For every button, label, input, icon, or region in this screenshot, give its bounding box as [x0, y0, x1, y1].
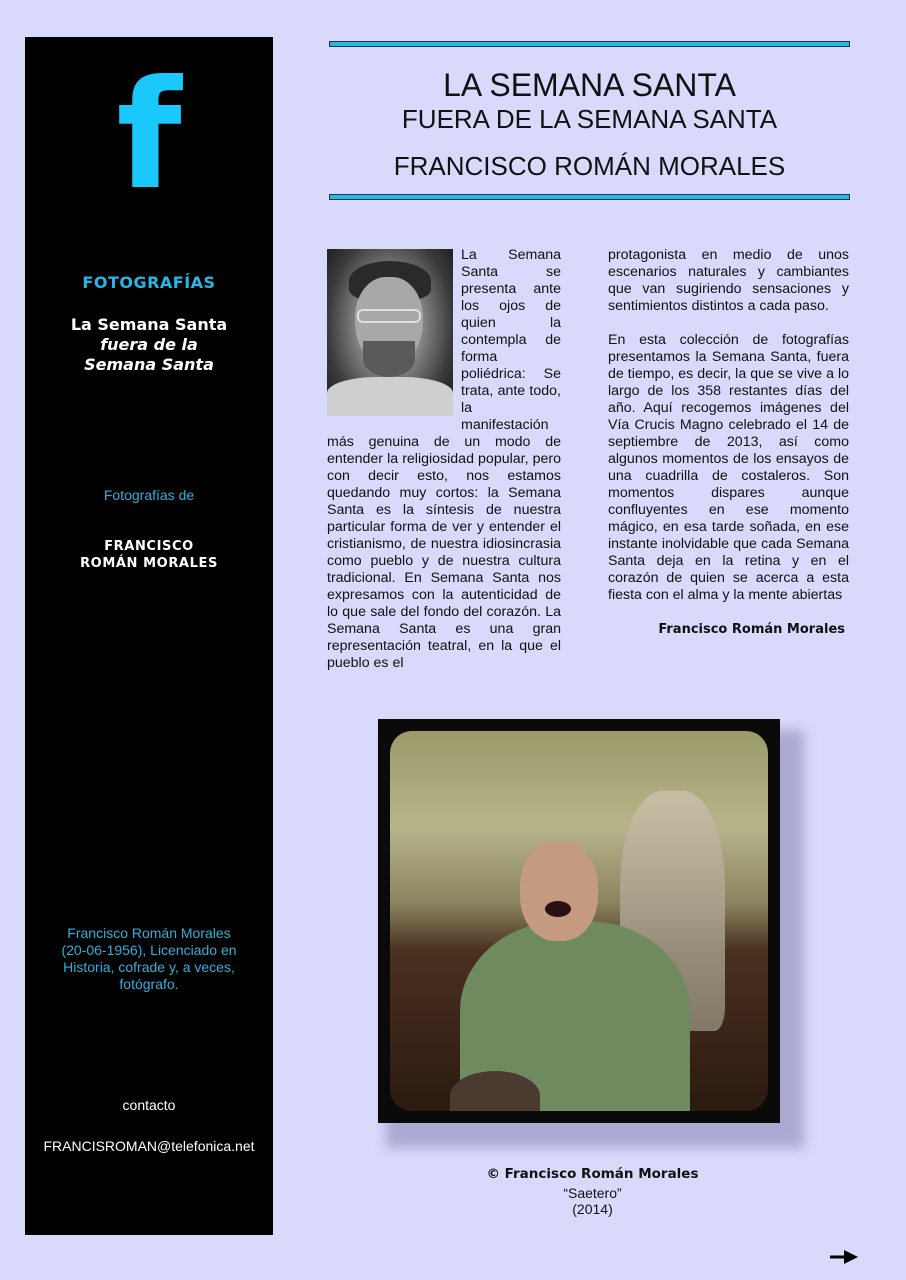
author-portrait-image [327, 249, 453, 416]
sidebar-email-link[interactable]: FRANCISROMAN@telefonica.net [43, 1138, 255, 1154]
sidebar-author-line2: ROMÁN MORALES [80, 556, 218, 571]
header-top-rule [329, 41, 850, 47]
sidebar-contact-label: contacto [122, 1097, 176, 1113]
sidebar [25, 37, 273, 1235]
sidebar-title-line1: La Semana Santa [70, 315, 228, 334]
sidebar-author-line1: FRANCISCO [104, 539, 194, 554]
page-subtitle: FUERA DE LA SEMANA SANTA [401, 104, 778, 134]
article-right-column [608, 247, 849, 638]
sidebar-photos-by: Fotografías de [103, 487, 195, 503]
page-author: FRANCISCO ROMÁN MORALES [393, 151, 786, 181]
sidebar-collection-title [25, 315, 273, 375]
sidebar-author [25, 538, 273, 572]
photo-title: “Saetero” [563, 1185, 622, 1201]
header-bottom-rule [329, 194, 850, 200]
sidebar-title-line2: fuera de la [100, 335, 198, 354]
article-paragraph-1: protagonista en medio de unos escenarios naturales y cambiantes que van sugiriendo sensaciones y sentimientos distintos a cada paso. [608, 247, 849, 314]
photo-content [390, 731, 768, 1111]
article-paragraph-2: En esta colección de fotografías presentamos la Semana Santa, fuera de tiempo, es decir, la que se vive a lo largo de los 358 restantes días del año. Aquí recogemos imágenes del Vía Crucis Magno celebrado el 14 de septiembre de 2013, así como algunos momentos de los ensayos de una cuadrilla de costaleros. Son momentos dispares aunque confluyentes en ese momento mágico, en esa tarde soñada, en ese instante inolvidable que cada Semana Santa deja en la retina y en el corazón de quien se acerca a esta fiesta con el alma y la mente abiertas [608, 332, 849, 603]
sidebar-bio: Francisco Román Morales (20-06-1956), Licenciado en Historia, cofrade y, a veces, fotógrafo. [61, 925, 237, 992]
article-signature: Francisco Román Morales [658, 622, 845, 637]
sidebar-title-line3: Semana Santa [84, 355, 214, 374]
article-left-text: La Semana Santa se presenta ante los ojos de quien la contempla de forma poliédrica: Se trata, ante todo, la manifestación más genuina de un modo de entender la religiosidad popular, pero con decir esto, nos estamos quedando muy cortos: la Semana Santa es la síntesis de nuestra particular forma de ver y entender el cristianismo, de nuestra idiosincrasia como pueblo y de nuestra cultura tradicional. En Semana Santa nos expresamos con la autenticidad de lo que sale del fondo del corazón. La Semana Santa es una gran representación teatral, en la que el pueblo es el [327, 247, 561, 671]
page-title: LA SEMANA SANTA [443, 67, 736, 103]
facebook-logo-icon[interactable]: f [116, 49, 182, 223]
article-left-column [327, 247, 561, 672]
featured-photo-saetero [378, 719, 780, 1123]
photo-year: (2014) [572, 1201, 613, 1217]
photo-credit: © Francisco Román Morales [486, 1166, 699, 1182]
arrow-right-icon[interactable] [828, 1248, 860, 1266]
sidebar-heading: FOTOGRAFÍAS [82, 273, 216, 292]
